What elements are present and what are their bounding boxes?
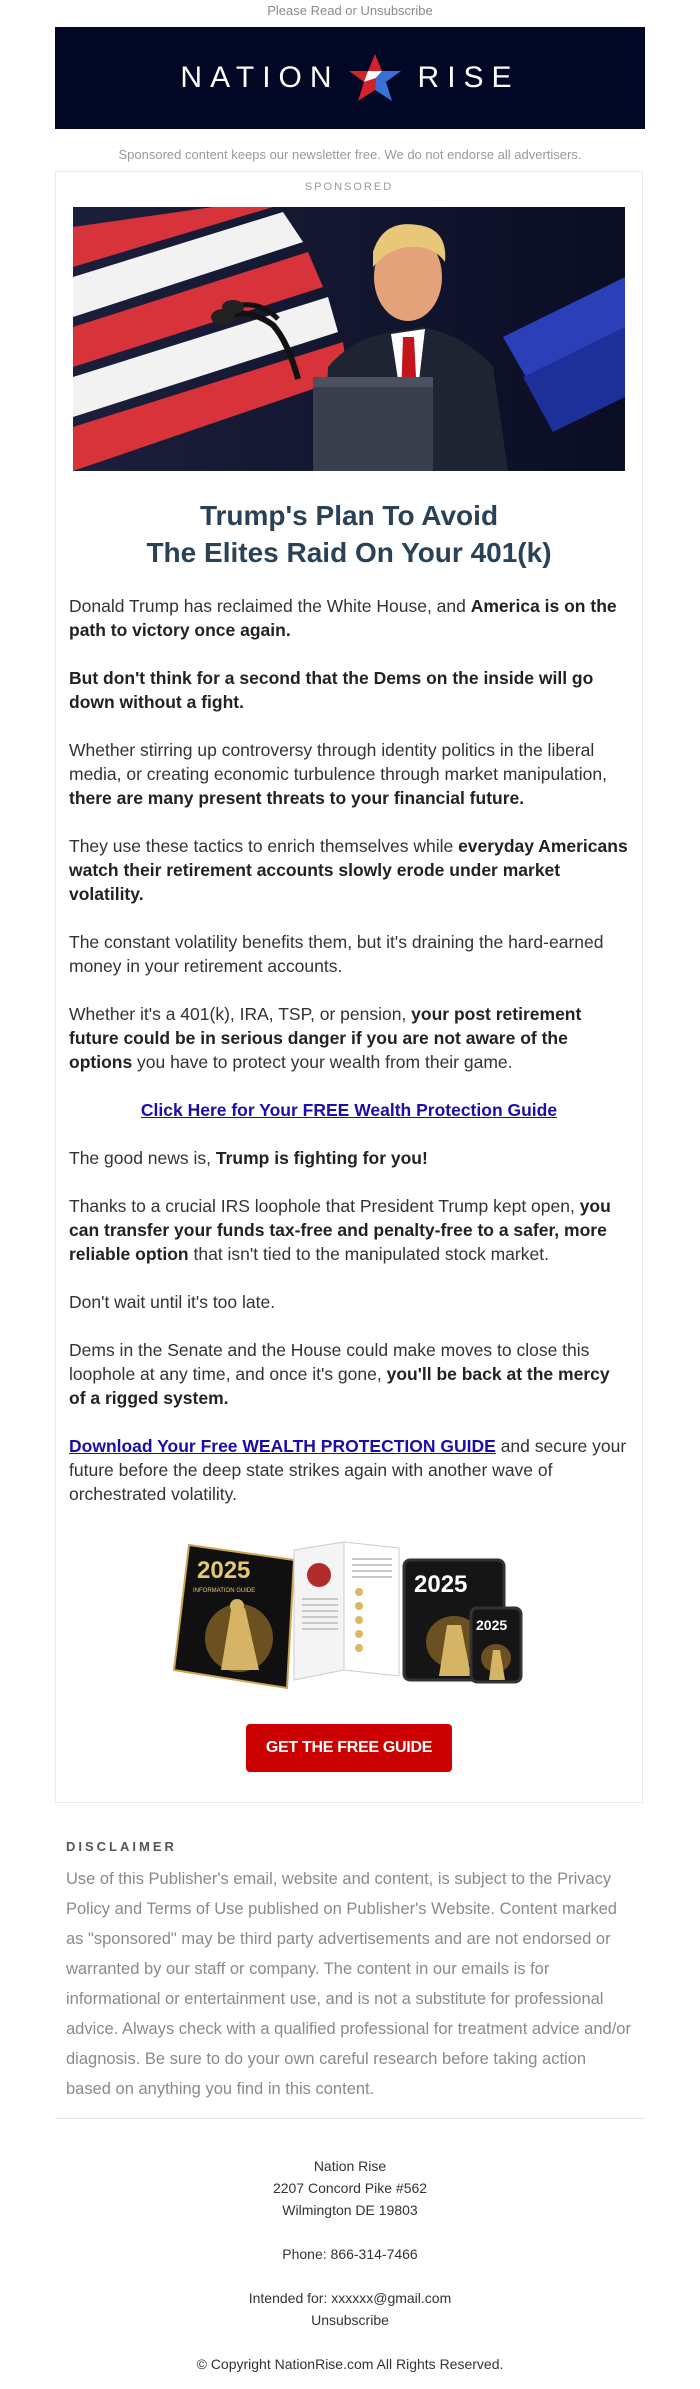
sponsor-note: Sponsored content keeps our newsletter free. We do not endorse all advertisers.: [118, 147, 582, 162]
footer-address-2: Wilmington DE 19803: [282, 2202, 418, 2218]
sponsored-label: SPONSORED: [304, 181, 394, 193]
paragraph-11: Download Your Free WEALTH PROTECTION GUIDE and secure your future before the deep state strikes again with another wave of orchestrated volatility.: [69, 1436, 627, 1504]
headline-line-2: The Elites Raid On Your 401(k): [146, 537, 552, 568]
paragraph-2: But don't think for a second that the Dems on the inside will go down without a fight.: [69, 668, 594, 712]
download-guide-link[interactable]: Download Your Free WEALTH PROTECTION GUIDE: [69, 1436, 496, 1456]
paragraph-4: They use these tactics to enrich themselves while everyday Americans watch their retirement accounts slowly erode under market volatility.: [69, 836, 628, 904]
paragraph-3: Whether stirring up controversy through identity politics in the liberal media, or creating economic turbulence through market manipulation, there are many present threats to your financial future.: [69, 740, 607, 808]
preheader: [0, 0, 700, 25]
book-year-text: 2025: [197, 1557, 251, 1584]
phone-year-text: 2025: [476, 1617, 508, 1633]
paragraph-6: Whether it's a 401(k), IRA, TSP, or pension, your post retirement future could be in serious danger if you are not aware of the options you have to protect your wealth from their game.: [69, 1004, 582, 1072]
star-icon: [346, 52, 404, 104]
brand-logo[interactable]: [180, 52, 519, 104]
footer-address-1: 2207 Concord Pike #562: [272, 2180, 428, 2196]
footer-divider: [55, 2118, 645, 2119]
paragraph-10: Dems in the Senate and the House could make moves to close this loophole at any time, and once it's gone, you'll be back at the mercy of a rigged system.: [69, 1340, 610, 1408]
disclaimer-title: DISCLAIMER: [66, 1839, 177, 1854]
headline-line-1: Trump's Plan To Avoid: [199, 500, 499, 531]
headline: [76, 497, 622, 571]
paragraph-7: The good news is, Trump is fighting for you!: [69, 1148, 428, 1168]
tablet-year-text: 2025: [414, 1571, 468, 1598]
footer-unsubscribe-link[interactable]: Unsubscribe: [311, 2312, 389, 2328]
guide-link-row: [69, 1098, 629, 1122]
guide-book-image[interactable]: [169, 1530, 529, 1690]
footer-copyright: © Copyright NationRise.com All Rights Reserved.: [196, 2356, 504, 2372]
brand-name-right: RISE: [417, 61, 520, 94]
brand-header: [55, 27, 645, 129]
paragraph-9: Don't wait until it's too late.: [69, 1292, 276, 1312]
disclaimer-section: [66, 1839, 634, 2104]
preheader-unsubscribe-link[interactable]: Please Read or Unsubscribe: [267, 3, 433, 18]
paragraph-5: The constant volatility benefits them, but it's draining the hard-earned money in your retirement accounts.: [69, 932, 604, 976]
get-free-guide-button[interactable]: GET THE FREE GUIDE: [246, 1724, 452, 1772]
sponsored-card: [55, 171, 643, 1803]
paragraph-8: Thanks to a crucial IRS loophole that President Trump kept open, you can transfer your funds tax-free and penalty-free to a safer, more reliable option that isn't tied to the manipulated stock market.: [69, 1196, 611, 1264]
guide-link[interactable]: Click Here for Your FREE Wealth Protection Guide: [140, 1100, 558, 1120]
book-subtitle-text: INFORMATION GUIDE: [193, 1588, 256, 1594]
footer-company: Nation Rise: [313, 2158, 387, 2174]
disclaimer-text: Use of this Publisher's email, website and content, is subject to the Privacy Policy and Terms of Use published on Publisher's Website. Content marked as "sponsored" may be third party advertisements and are not endorsed or warranted by our staff or company. The content in our emails is for informational or entertainment use, and is not a substitute for professional advice. Always check with a qualified professional for treatment advice and/or diagnosis. Be sure to do your own careful research before taking action based on anything you find in this content.: [66, 1870, 631, 2098]
footer-intended-for: Intended for: xxxxxx@gmail.com: [248, 2290, 452, 2306]
footer: [0, 2155, 700, 2375]
hero-image[interactable]: [73, 207, 625, 471]
footer-phone: Phone: 866-314-7466: [282, 2246, 418, 2262]
paragraph-1: Donald Trump has reclaimed the White House, and America is on the path to victory once again.: [69, 596, 617, 640]
brand-name-left: NATION: [180, 61, 340, 94]
article-body: [56, 594, 642, 1506]
